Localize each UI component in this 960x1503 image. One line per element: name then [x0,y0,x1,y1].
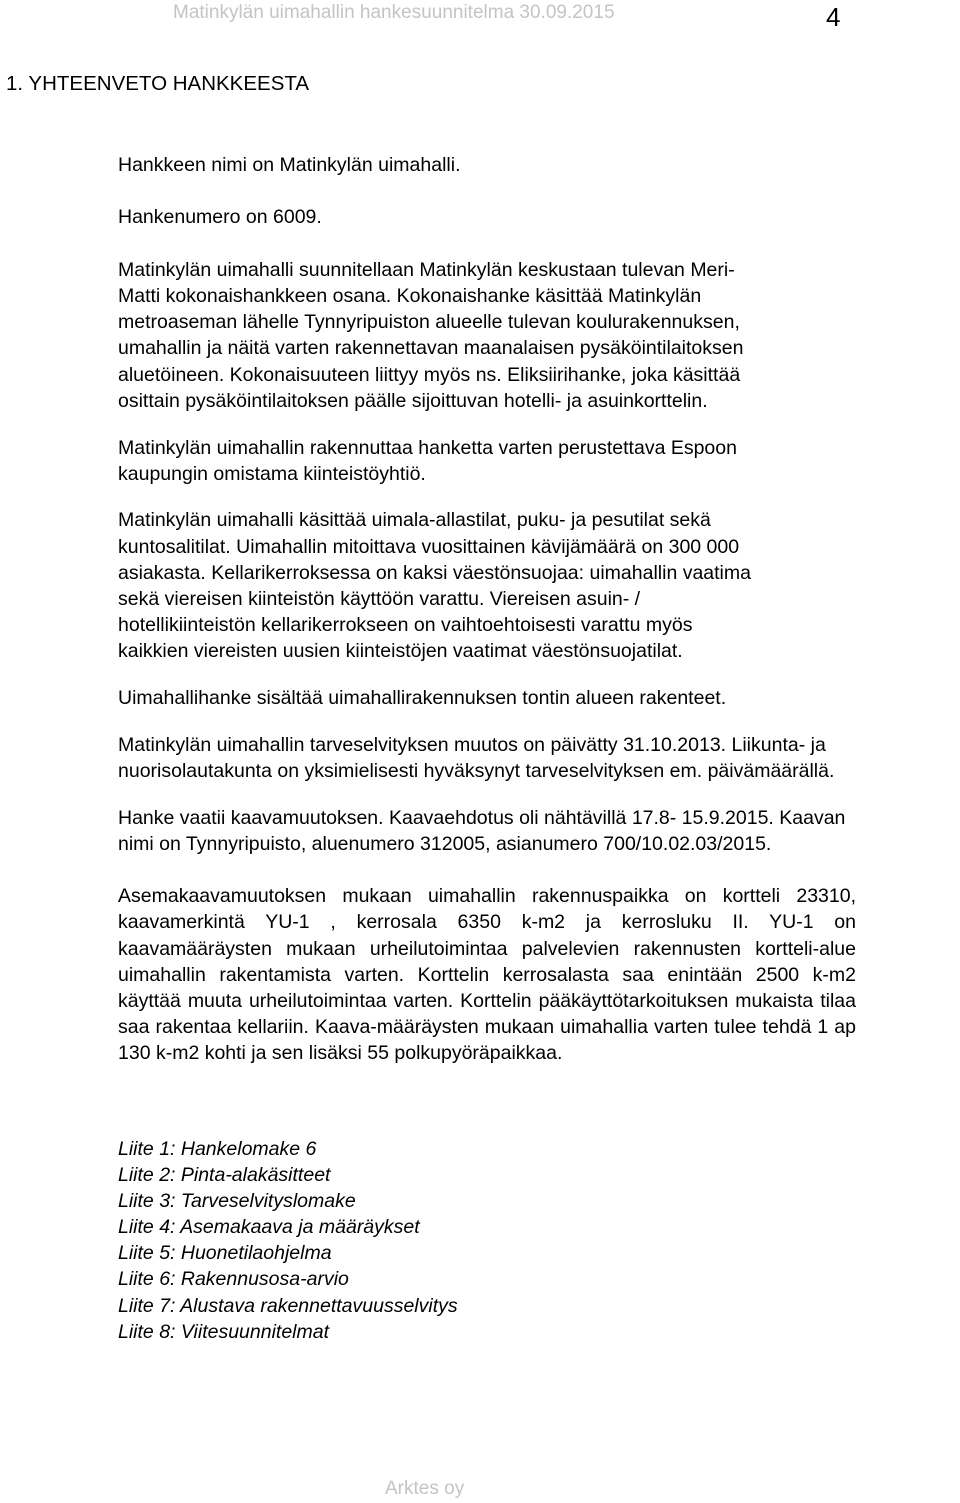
paragraph-project-name: Hankkeen nimi on Matinkylän uimahalli. [118,154,461,176]
page-footer: Arktes oy [385,1478,465,1499]
paragraph-overview: Matinkylän uimahalli suunnitellaan Matinkylän keskustaan tulevan Meri- Matti kokonaishankkeen osana. Kokonaishanke käsittää Matinkylän metroaseman lähelle Tynnyripuiston alueelle tulevan koulurakennuksen, umahallin ja näitä varten rakennettavan maanalaisen pysäköintilaitoksen aluetöineen. Kokonaisuuteen liittyy myös ns. Eliksiirihanke, joka käsittää osittain pysäköintilaitoksen päälle sijoittuvan hotelli- ja asuinkorttelin. [118,258,744,412]
attachment-item: Liite 4: Asemakaava ja määräykset [118,1216,420,1239]
attachment-item: Liite 1: Hankelomake 6 [118,1138,317,1160]
page-header-title: Matinkylän uimahallin hankesuunnitelma 30.09.2015 [173,2,615,23]
paragraph-zoning-details: Asemakaavamuutoksen mukaan uimahallin rakennuspaikka on kortteli 23310, kaavamerkintä YU-1 , kerrosala 6350 k-m2 ja kerrosluku II. YU-1 on kaavamääräysten mukaan urheilutoimintaa palvelevien rakennusten kortteli-alue uimahallin rakentamista varten. Korttelin kerrosalasta saa enintään 2500 k-m2 käyttää muuta urheilutoimintaa varten. Korttelin pääkäyttötarkoituksen mukaista tilaa saa rakentaa kellariin. Kaava-määräysten mukaan uimahallia varten tulee tehdä 1 ap 130 k-m2 kohti ja sen lisäksi 55 polkupyöräpaikkaa. [118,885,856,1065]
attachment-item: Liite 3: Tarveselvityslomake [118,1190,356,1213]
paragraph-client: Matinkylän uimahallin rakennuttaa hanketta varten perustettava Espoon kaupungin omistama kiinteistöyhtiö. [118,436,737,485]
attachment-item: Liite 2: Pinta-alakäsitteet [118,1164,331,1187]
paragraph-zoning-change: Hanke vaatii kaavamuutoksen. Kaavaehdotus oli nähtävillä 17.8- 15.9.2015. Kaavan nimi on Tynnyripuisto, aluenumero 312005, asianumero 700/10.02.03/2015. [118,806,846,855]
body-content [118,152,960,1067]
attachment-item: Liite 8: Viitesuunnitelmat [118,1320,330,1343]
attachment-item: Liite 6: Rakennusosa-arvio [118,1268,349,1291]
paragraph-site-structures: Uimahallihanke sisältää uimahallirakennuksen tontin alueen rakenteet. [118,687,727,710]
paragraph-project-number: Hankenumero on 6009. [118,206,322,229]
section-heading: 1. YHTEENVETO HANKKEESTA [6,72,310,95]
paragraph-facilities: Matinkylän uimahalli käsittää uimala-allastilat, puku- ja pesutilat sekä kuntosalitilat. Uimahallin mitoittava vuosittainen kävijämäärä on 300 000 asiakasta. Kellarikerroksessa on kaksi väestönsuojaa: uimahallin vaatima sekä viereisen kiinteistön käyttöön varattu. Viereisen asuin- / hotellikiinteistön kellarikerrokseen on vaihtoehtoisesti varattu myös kaikkien viereisten uusien kiinteistöjen vaatimat väestönsuojatilat. [118,509,751,663]
attachment-item: Liite 7: Alustava rakennettavuusselvitys [118,1294,458,1317]
attachment-item: Liite 5: Huonetilaohjelma [118,1242,332,1265]
page-number: 4 [826,2,841,32]
paragraph-needs-assessment: Matinkylän uimahallin tarveselvityksen muutos on päivätty 31.10.2013. Liikunta- ja nuorisolautakunta on yksimielisesti hyväksynyt tarveselvityksen em. päivämäärällä. [118,733,835,783]
attachments-list [118,1136,458,1345]
